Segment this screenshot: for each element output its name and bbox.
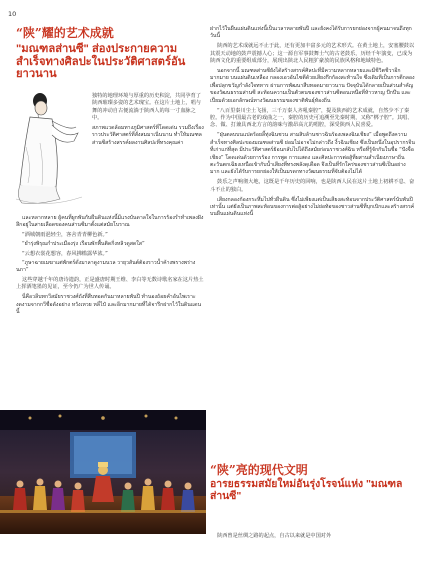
hero-paragraph: 独特的地理环境与厚重的历史积淀，共同孕育了陕西璀璨多姿的艺术瑰宝。在这片土地上，唱与舞的冲动自古便流淌于陕西人的每一寸血脉之中。 (92, 92, 201, 122)
section2-paragraph: 陕西曾是丝绸之路的起点，自古以来就是中国对外 (217, 533, 332, 539)
hero-text (92, 93, 204, 150)
section-heading-chinese: “陕”耀的艺术成就 (16, 26, 114, 40)
page-number: 10 (8, 10, 17, 18)
section2-heading-thai: อารยธรรมสมัยใหม่อันรุ่งโรจน์แห่ง "มณฑลส่านซี" (210, 479, 403, 502)
left-column (16, 26, 204, 319)
paragraph: “八百里秦川尘土飞扬，三千万秦人齐吼秦腔”，提及陕西的艺术成就，自然少不了秦腔。作为中国最古老的戏曲之一，秦腔的历史可追溯至先秦时期，又称“梆子腔”。其唱、念、做、打兼具西北方言的韵味与激昂高亢的唱腔，深受陕西人民喜爱。 (210, 107, 413, 129)
paragraph: และหลากหลาย ผู้คนที่ผูกพันกับผืนดินแห่งนี้มีแรงบันดาลใจในการร้องรำทำเพลงฝังลึกอยู่ในสายเลือดของคนส่านซีมาตั้งแต่สมัยโบราณ (16, 214, 204, 228)
right-column (210, 26, 415, 221)
paragraph: นอกจากนี้ มณฑลส่านซียังได้สร้างสรรค์ศิลปะที่มีความหลากหลายและมีชีวิตชีวาอีกมากมาย บนแผ่นดินเหลือง กลองเอวอันไซตีด้วยเสียงกึกก้องสะท้านใจ ซึ่งเดิมทีเป็นการตีกลองเพื่อปลุกขวัญกำลังใจทหาร ผ่านการพัฒนาสืบทอดมายาวนาน ปัจจุบันได้กลายเป็นส่วนสำคัญของวัฒนธรรมส่านซี สะท้อนความเป็นตัวตนของชาวส่านซีตอนเหนือที่ห้าวหาญ บึกบึน และเปี่ยมด้วยเอกลักษณ์ทางวัฒนธรรมของชาติพันธุ์ท้องถิ่น (210, 68, 415, 104)
hero-paragraph: สภาพแวดล้อมทางภูมิศาสตร์ที่โดดเด่น รวมถึงเรื่องราวประวัติศาสตร์ที่สั่งสมมาเนิ่นนาน ทำให้มณฑลส่านซีสร้างสรรค์ผลงานศิลปะที่ทรงคุณค่า (92, 124, 204, 147)
left-body-text (16, 215, 204, 317)
poem-line: “云想衣裳花想容，春风拂槛露华浓。” (22, 250, 108, 257)
section2-heading-chinese: “陕”亮的现代文明 (210, 463, 308, 477)
poem-line: “酒城朝雨浥轻尘，客舍青青柳色新。” (22, 231, 108, 238)
paragraph: เสียงกลองก้องกระหึ่มไปทั่วผืนดิน ซึ่งไม่เพียงแต่เป็นเสียงสะท้อนจากประวัติศาสตร์นับพันปีเท่านั้น แต่ยังเป็นภาพสะท้อนของการต่อสู้อย่างไม่ย่อท้อของชาวส่านซีที่บุกเบิกและสร้างสรรค์บนผืนแผ่นดินแห่งนี้ (210, 196, 415, 218)
paragraph: 这些穿越千年的唐诗遗韵，正是盛唐时期王维、李白等无数诗歌名家在这片热土上挥洒笔墨的见证，至今仍广为世人传诵。 (16, 276, 204, 291)
poem-line: “ภูษาฉายเมฆาแต่พักตร์ดั่งมาลาดูงามนวล วายุวสันต์ต้องราวน้ำค้างพรางพร่างนภา” (16, 260, 196, 274)
section-heading-thai: "มณฑลส่านซี" ส่องประกายความสำเร็จทางศิลปะในประวัติศาสตร์อันยาวนาน (16, 43, 186, 80)
hero-block (16, 87, 204, 215)
poem-line: “ยำรุ่งพิรุณกำประเมืองรุ่ง เรือนพักพื้นติดกิ่งหลิวดูสดใส” (22, 241, 145, 248)
right-body-text (210, 26, 415, 219)
paragraph: นี่คือวลีบทกวีสมัยราชวงศ์ถังที่สืบทอดกันมาหลายพันปี ทำนองถ้อยคำอันไพเราะงดงามจากกวีชื่อดังอย่าง หวังเหวย หลี่ไป๋ และอีกมากมายที่ได้จารึกฝากไว้ในดินแดนนี้ (16, 294, 202, 315)
paragraph: 陕西的艺术成就远不止于此，还有更加丰富多元的艺术形式。在黄土地上，安塞腰鼓以其震天动地的鼓声震撼人心；这一源自军事鼓舞士气的古老鼓乐，历经千年演变，已成为陕西文化的重要组成部分，展现出陕北人民粗犷豪放的民族风格和地域特色。 (210, 43, 415, 65)
paragraph: “ฝุ่นตลบบนแปดร้อยลี้ทุ่งฉินชวน สามสิบล้านชาวฉินร้องเพลงฉินเชียง” เมื่อพูดถึงความสำเร็จทางศิลปะของมณฑลส่านซี ย่อมไม่อาจไม่กล่าวถึง งิ้วฉินเชียง ซึ่งเป็นหนึ่งในอุปรากรจีนที่เก่าแก่ที่สุด มีประวัติศาสตร์ย้อนกลับไปได้ถึงสมัยก่อนราชวงศ์ฉิน หรือที่รู้จักกันในชื่อ “ปังจื่อเชียง” โดดเด่นด้วยการร้อง การพูด การแสดง และศิลปะการต่อสู้ที่ผสานสำเนียงภาษาถิ่นตะวันตกเฉียงเหนือเข้ากับน้ำเสียงที่ทรงพลังดุเดือด จึงเป็นที่รักใคร่ของชาวส่านซีเป็นอย่างมาก และยังได้รับการยกย่องให้เป็นมรดกทางวัฒนธรรมที่จับต้องไม่ได้ (210, 132, 415, 176)
section2-heading-block (210, 463, 415, 503)
poet-ink-illustration (16, 87, 84, 207)
paragraph: ฝากไว้ในผืนแผ่นดินแห่งนี้เป็นเวลาหลายพันปี และยังคงได้รับการยกย่องจากผู้คนมาจนถึงทุกวันนี้ (210, 26, 412, 40)
opera-stage-photo (0, 410, 206, 534)
paragraph: 鼓乐之声响彻大地，这既是千年历史的回响，也是陕西人民在这片土地上初耕不息、奋斗不止的独白。 (210, 179, 415, 193)
